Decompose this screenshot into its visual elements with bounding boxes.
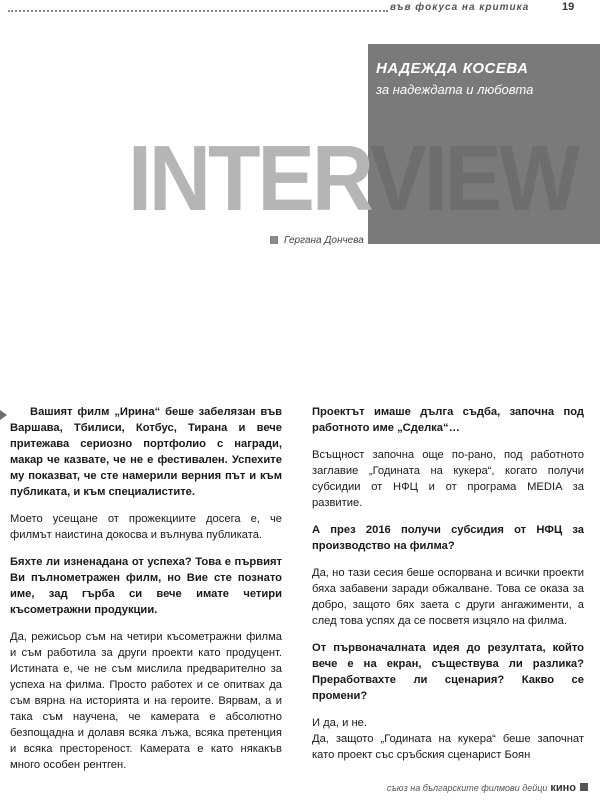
answer-paragraph: Да, но тази сесия беше оспорвана и всички проекти бяха забавени заради обжалване. Това се оказа за добро, защото бях заета с други ангажименти, а след това успях да се посветя изцяло на филма. (312, 567, 584, 627)
answer-paragraph: Всъщност започна още по-рано, под работното заглавие „Годината на кукера“, когато получи субсидии от НФЦ и от програма MEDIA за развитие. (312, 449, 584, 509)
question-paragraph: Вашият филм „Ирина“ беше забелязан във Варшава, Тбилиси, Котбус, Тирана и вече притежава сериозно портфолио с награди, макар че казвате, че не е фестивален. Успехите му показват, че сте намерили верния път и към публиката, и към специалистите. (10, 406, 282, 498)
interview-heading-dark: VIEW (369, 126, 578, 231)
right-column (312, 404, 584, 763)
interviewee-name: НАДЕЖДА КОСЕВА (376, 60, 529, 77)
answer-paragraph: Моето усещане от прожекциите досега е, че филмът наистина докосва и вълнува публиката. (10, 513, 282, 541)
question-paragraph: А през 2016 получи субсидия от НФЦ за производство на филма? (312, 524, 584, 552)
interview-heading (128, 126, 578, 231)
square-bullet-icon (580, 783, 588, 791)
answer-paragraph: Да, защото „Годината на кукера“ беше започнат като проект със сръбския сценарист Боян (312, 733, 584, 761)
answer-paragraph: Да, режисьор съм на четири късометражни филма и съм работила за други проекти като продуцент. Истината е, че не съм мислила предварително за успеха на филма. Просто работех и се опитвах да съм вярна на историята и на героите. Вярвам, а и така съм научена, че камерата е абсолютно безпощадна и долавя всяка лъжа, всяка претенция и всяка престореност. Камерата е като някакъв много особен рентген. (10, 631, 282, 771)
header-dotted-rule (8, 10, 388, 12)
answer-paragraph: И да, и не. (312, 717, 367, 729)
author-byline (270, 235, 364, 246)
question-paragraph: Проектът имаше дълга съдба, започна под работното име „Сделка“… (312, 406, 584, 434)
triangle-marker-icon (0, 410, 7, 420)
interview-heading-light: INTER (128, 126, 370, 231)
question-paragraph: От първоначалната идея до резултата, който вече е на екран, съществува ли разлика? Преработвахте ли сценария? Какво се промени? (312, 642, 584, 702)
left-column (10, 404, 282, 773)
footer (387, 782, 588, 794)
square-bullet-icon (270, 236, 278, 244)
question-paragraph: Бяхте ли изненадана от успеха? Това е първият Ви пълнометражен филм, но Вие сте познато име, зад гърба си вече имате четири късометражни продукции. (10, 556, 282, 616)
footer-org-name: съюз на българските филмови дейци (386, 783, 548, 793)
header-section-title: във фокуса на критика (390, 2, 530, 13)
article-subtitle: за надеждата и любовта (376, 82, 534, 97)
page-number: 19 (562, 1, 575, 13)
author-name: Гергана Дончева (284, 235, 364, 246)
footer-brand: кино (550, 782, 576, 794)
